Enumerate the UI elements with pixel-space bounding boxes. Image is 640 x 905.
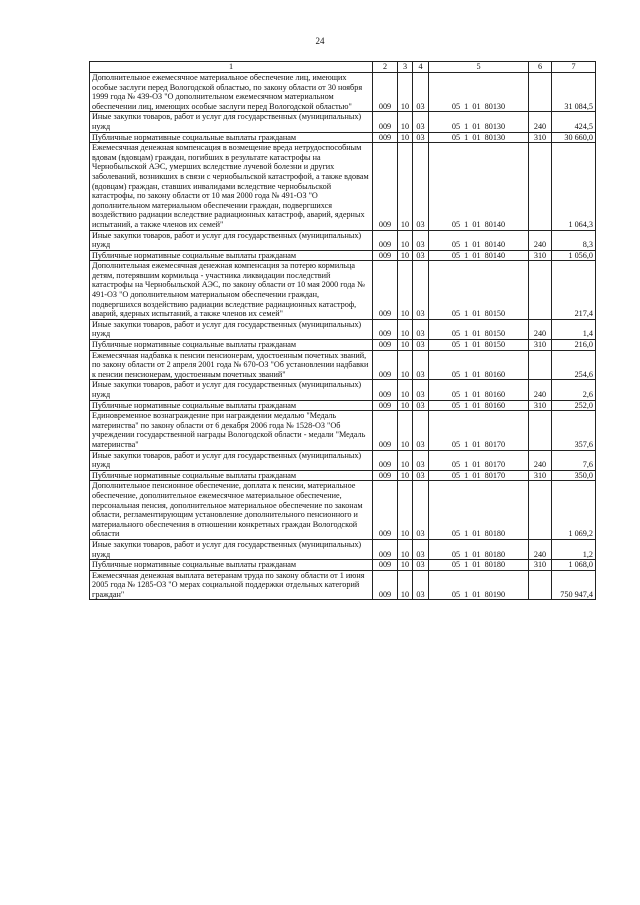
subsection-code: 03 bbox=[413, 350, 429, 380]
target-article-code: 05 1 01 80140 bbox=[429, 143, 529, 230]
amount: 1 056,0 bbox=[552, 250, 596, 261]
amount: 424,5 bbox=[552, 112, 596, 132]
budget-table bbox=[89, 61, 596, 600]
target-article-code: 05 1 01 80150 bbox=[429, 319, 529, 339]
item-name: Иные закупки товаров, работ и услуг для государственных (муниципальных) нужд bbox=[90, 319, 373, 339]
target-article-code: 05 1 01 80180 bbox=[429, 481, 529, 540]
expense-type-code: 310 bbox=[529, 470, 552, 481]
section-code: 10 bbox=[398, 411, 413, 450]
expense-type-code: 240 bbox=[529, 230, 552, 250]
admin-code: 009 bbox=[373, 340, 398, 351]
section-code: 10 bbox=[398, 350, 413, 380]
item-name: Дополнительное пенсионное обеспечение, доплата к пенсии, материальное обеспечение, дополнительное ежемесячное материальное обеспечение, персональная пенсия, дополнительное материальное обеспечение по законам области, регламентирующим установление дополнительного пенсионного и материального обеспечения в отношении конкретных граждан Вологодской области bbox=[90, 481, 373, 540]
expense-type-code bbox=[529, 570, 552, 600]
section-code: 10 bbox=[398, 450, 413, 470]
subsection-code: 03 bbox=[413, 340, 429, 351]
table-row bbox=[90, 112, 596, 132]
admin-code: 009 bbox=[373, 319, 398, 339]
section-code: 10 bbox=[398, 400, 413, 411]
target-article-code: 05 1 01 80190 bbox=[429, 570, 529, 600]
amount: 1,4 bbox=[552, 319, 596, 339]
amount: 2,6 bbox=[552, 380, 596, 400]
amount: 350,0 bbox=[552, 470, 596, 481]
item-name: Иные закупки товаров, работ и услуг для государственных (муниципальных) нужд bbox=[90, 450, 373, 470]
admin-code: 009 bbox=[373, 143, 398, 230]
amount: 1 069,2 bbox=[552, 481, 596, 540]
expense-type-code: 240 bbox=[529, 380, 552, 400]
admin-code: 009 bbox=[373, 250, 398, 261]
amount: 1 064,3 bbox=[552, 143, 596, 230]
header-cell: 1 bbox=[90, 62, 373, 73]
section-code: 10 bbox=[398, 340, 413, 351]
item-name: Иные закупки товаров, работ и услуг для государственных (муниципальных) нужд bbox=[90, 539, 373, 559]
target-article-code: 05 1 01 80130 bbox=[429, 132, 529, 143]
admin-code: 009 bbox=[373, 560, 398, 571]
section-code: 10 bbox=[398, 73, 413, 112]
target-article-code: 05 1 01 80150 bbox=[429, 340, 529, 351]
target-article-code: 05 1 01 80140 bbox=[429, 230, 529, 250]
admin-code: 009 bbox=[373, 230, 398, 250]
subsection-code: 03 bbox=[413, 450, 429, 470]
admin-code: 009 bbox=[373, 570, 398, 600]
target-article-code: 05 1 01 80160 bbox=[429, 380, 529, 400]
admin-code: 009 bbox=[373, 539, 398, 559]
admin-code: 009 bbox=[373, 73, 398, 112]
amount: 1,2 bbox=[552, 539, 596, 559]
amount: 217,4 bbox=[552, 261, 596, 320]
subsection-code: 03 bbox=[413, 261, 429, 320]
table-row bbox=[90, 319, 596, 339]
table-row bbox=[90, 481, 596, 540]
item-name: Иные закупки товаров, работ и услуг для государственных (муниципальных) нужд bbox=[90, 112, 373, 132]
amount: 1 068,0 bbox=[552, 560, 596, 571]
section-code: 10 bbox=[398, 132, 413, 143]
item-name: Ежемесячная денежная выплата ветеранам труда по закону области от 1 июня 2005 года № 1285-ОЗ "О мерах социальной поддержки отдельных категорий граждан" bbox=[90, 570, 373, 600]
target-article-code: 05 1 01 80180 bbox=[429, 560, 529, 571]
expense-type-code bbox=[529, 261, 552, 320]
subsection-code: 03 bbox=[413, 470, 429, 481]
section-code: 10 bbox=[398, 481, 413, 540]
table-row bbox=[90, 450, 596, 470]
table-row bbox=[90, 539, 596, 559]
table-row bbox=[90, 250, 596, 261]
expense-type-code bbox=[529, 411, 552, 450]
amount: 252,0 bbox=[552, 400, 596, 411]
admin-code: 009 bbox=[373, 132, 398, 143]
admin-code: 009 bbox=[373, 411, 398, 450]
subsection-code: 03 bbox=[413, 411, 429, 450]
subsection-code: 03 bbox=[413, 400, 429, 411]
target-article-code: 05 1 01 80180 bbox=[429, 539, 529, 559]
header-cell: 7 bbox=[552, 62, 596, 73]
amount: 357,6 bbox=[552, 411, 596, 450]
admin-code: 009 bbox=[373, 350, 398, 380]
admin-code: 009 bbox=[373, 470, 398, 481]
header-cell: 2 bbox=[373, 62, 398, 73]
subsection-code: 03 bbox=[413, 539, 429, 559]
section-code: 10 bbox=[398, 539, 413, 559]
admin-code: 009 bbox=[373, 380, 398, 400]
target-article-code: 05 1 01 80160 bbox=[429, 350, 529, 380]
expense-type-code: 240 bbox=[529, 319, 552, 339]
table-row bbox=[90, 230, 596, 250]
expense-type-code bbox=[529, 481, 552, 540]
table-row bbox=[90, 143, 596, 230]
subsection-code: 03 bbox=[413, 481, 429, 540]
item-name: Ежемесячная надбавка к пенсии пенсионерам, удостоенным почетных званий, по закону области от 2 апреля 2001 года № 670-ОЗ "Об установлении надбавки к пенсии пенсионерам, удостоенным почетных званий" bbox=[90, 350, 373, 380]
target-article-code: 05 1 01 80130 bbox=[429, 112, 529, 132]
item-name: Публичные нормативные социальные выплаты гражданам bbox=[90, 132, 373, 143]
subsection-code: 03 bbox=[413, 143, 429, 230]
subsection-code: 03 bbox=[413, 380, 429, 400]
header-row bbox=[90, 62, 596, 73]
section-code: 10 bbox=[398, 470, 413, 481]
subsection-code: 03 bbox=[413, 319, 429, 339]
subsection-code: 03 bbox=[413, 132, 429, 143]
table-row bbox=[90, 261, 596, 320]
amount: 8,3 bbox=[552, 230, 596, 250]
header-cell: 3 bbox=[398, 62, 413, 73]
page-number: 24 bbox=[315, 36, 325, 46]
target-article-code: 05 1 01 80170 bbox=[429, 411, 529, 450]
table-row bbox=[90, 340, 596, 351]
admin-code: 009 bbox=[373, 261, 398, 320]
table-row bbox=[90, 380, 596, 400]
target-article-code: 05 1 01 80170 bbox=[429, 470, 529, 481]
item-name: Публичные нормативные социальные выплаты гражданам bbox=[90, 340, 373, 351]
subsection-code: 03 bbox=[413, 73, 429, 112]
target-article-code: 05 1 01 80170 bbox=[429, 450, 529, 470]
expense-type-code: 310 bbox=[529, 132, 552, 143]
expense-type-code bbox=[529, 350, 552, 380]
amount: 254,6 bbox=[552, 350, 596, 380]
item-name: Единовременное вознаграждение при награждении медалью "Медаль материнства" по закону области от 6 декабря 2006 года № 1528-ОЗ "Об учреждении государственной награды Вологодской области - медали "Медаль материнства" bbox=[90, 411, 373, 450]
section-code: 10 bbox=[398, 570, 413, 600]
header-cell: 6 bbox=[529, 62, 552, 73]
subsection-code: 03 bbox=[413, 570, 429, 600]
section-code: 10 bbox=[398, 319, 413, 339]
item-name: Иные закупки товаров, работ и услуг для государственных (муниципальных) нужд bbox=[90, 230, 373, 250]
target-article-code: 05 1 01 80150 bbox=[429, 261, 529, 320]
amount: 30 660,0 bbox=[552, 132, 596, 143]
item-name: Публичные нормативные социальные выплаты гражданам bbox=[90, 560, 373, 571]
target-article-code: 05 1 01 80130 bbox=[429, 73, 529, 112]
expense-type-code: 240 bbox=[529, 450, 552, 470]
subsection-code: 03 bbox=[413, 112, 429, 132]
expense-type-code: 240 bbox=[529, 539, 552, 559]
amount: 216,0 bbox=[552, 340, 596, 351]
table-row bbox=[90, 73, 596, 112]
expense-type-code: 310 bbox=[529, 250, 552, 261]
expense-type-code: 240 bbox=[529, 112, 552, 132]
item-name: Публичные нормативные социальные выплаты гражданам bbox=[90, 250, 373, 261]
table-row bbox=[90, 400, 596, 411]
expense-type-code: 310 bbox=[529, 560, 552, 571]
item-name: Дополнительная ежемесячная денежная компенсация за потерю кормильца детям, потерявшим кормильца - участника ликвидации последствий катастрофы на Чернобыльской АЭС, по закону области от 10 мая 2000 года № 491-ОЗ "О дополнительном материальном обеспечении граждан, подвергшихся воздействию радиации вследствие радиационных катастроф, аварий, ядерных испытаний, а также членов их семей" bbox=[90, 261, 373, 320]
section-code: 10 bbox=[398, 143, 413, 230]
table-row bbox=[90, 470, 596, 481]
subsection-code: 03 bbox=[413, 250, 429, 261]
admin-code: 009 bbox=[373, 400, 398, 411]
item-name: Публичные нормативные социальные выплаты гражданам bbox=[90, 470, 373, 481]
expense-type-code: 310 bbox=[529, 340, 552, 351]
admin-code: 009 bbox=[373, 481, 398, 540]
admin-code: 009 bbox=[373, 450, 398, 470]
subsection-code: 03 bbox=[413, 560, 429, 571]
table-row bbox=[90, 132, 596, 143]
section-code: 10 bbox=[398, 250, 413, 261]
expense-type-code: 310 bbox=[529, 400, 552, 411]
item-name: Ежемесячная денежная компенсация в возмещение вреда нетрудоспособным вдовам (вдовцам) граждан, погибших в результате катастрофы на Чернобыльской АЭС, умерших вследствие лучевой болезни и других заболеваний, возникших в связи с чернобыльской катастрофой, а также вдовам (вдовцам) граждан, ставших инвалидами вследствие чернобыльской катастрофы, по закону области от 10 мая 2000 года № 491-ОЗ "О дополнительном материальном обеспечении граждан, подвергшихся воздействию радиации вследствие радиационных катастроф, аварий, ядерных испытаний, а также членов их семей" bbox=[90, 143, 373, 230]
table-row bbox=[90, 570, 596, 600]
table-row bbox=[90, 350, 596, 380]
table-row bbox=[90, 411, 596, 450]
header-cell: 4 bbox=[413, 62, 429, 73]
item-name: Публичные нормативные социальные выплаты гражданам bbox=[90, 400, 373, 411]
expense-type-code bbox=[529, 143, 552, 230]
section-code: 10 bbox=[398, 380, 413, 400]
section-code: 10 bbox=[398, 112, 413, 132]
amount: 31 084,5 bbox=[552, 73, 596, 112]
target-article-code: 05 1 01 80160 bbox=[429, 400, 529, 411]
table-row bbox=[90, 560, 596, 571]
item-name: Иные закупки товаров, работ и услуг для государственных (муниципальных) нужд bbox=[90, 380, 373, 400]
amount: 750 947,4 bbox=[552, 570, 596, 600]
target-article-code: 05 1 01 80140 bbox=[429, 250, 529, 261]
section-code: 10 bbox=[398, 261, 413, 320]
section-code: 10 bbox=[398, 230, 413, 250]
header-cell: 5 bbox=[429, 62, 529, 73]
section-code: 10 bbox=[398, 560, 413, 571]
amount: 7,6 bbox=[552, 450, 596, 470]
subsection-code: 03 bbox=[413, 230, 429, 250]
admin-code: 009 bbox=[373, 112, 398, 132]
expense-type-code bbox=[529, 73, 552, 112]
item-name: Дополнительное ежемесячное материальное обеспечение лиц, имеющих особые заслуги перед Вологодской областью, по закону области от 30 ноября 1999 года № 439-ОЗ "О дополнительном ежемесячном материальном обеспечении лиц, имеющих особые заслуги перед Вологодской областью" bbox=[90, 73, 373, 112]
